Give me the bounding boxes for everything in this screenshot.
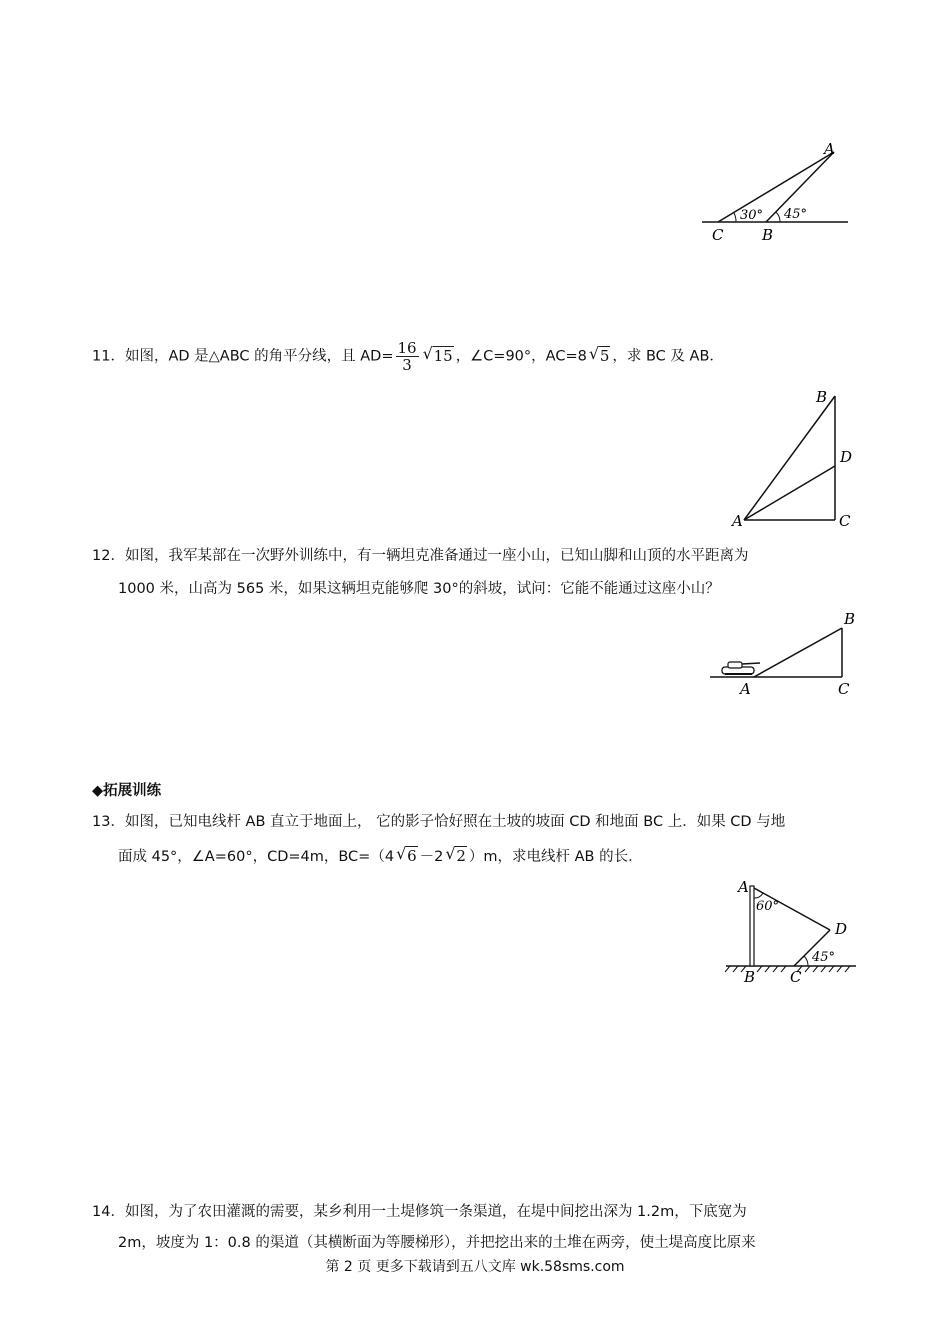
fig11-label-c: C (839, 512, 851, 530)
page-footer: 第 2 页 更多下载请到五八文库 wk.58sms.com (325, 1259, 625, 1275)
q14-line-1: 如图，为了农田灌溉的需要，某乡利用一土堤修筑一条渠道，在堤中间挖出深为 1.2m，下底宽为 (124, 1204, 747, 1220)
q11-text-3: ，求 BC 及 AB． (612, 348, 724, 365)
q11-sqrt-1: √ 15 (422, 343, 453, 365)
q13-line-2-c: ）m，求电线杆 AB 的长． (468, 849, 643, 865)
q13-line-2-a: 面成 45°，∠A=60°，CD=4m，BC=（4 (118, 849, 395, 865)
question-12-line-1 (92, 546, 748, 566)
fig13-angle-a: 60° (756, 899, 780, 914)
figure-q13 (722, 874, 862, 986)
fig11-label-a: A (732, 512, 743, 530)
fig12-label-c: C (838, 680, 850, 698)
fig13-label-b: B (744, 968, 756, 986)
figure-q10 (690, 140, 860, 250)
fig13-label-a: A (738, 878, 749, 896)
fig12-label-b: B (844, 610, 856, 628)
q13-line-2-b: －2 (419, 849, 444, 865)
question-12-line-2 (118, 579, 720, 599)
fig11-label-b: B (816, 388, 828, 406)
q13-sqrt-1: √ 6 (396, 844, 417, 865)
q11-text-2: ，∠C=90°，AC=8 (455, 348, 587, 365)
question-13-line-1 (92, 812, 785, 832)
fig13-label-c: C (790, 968, 802, 986)
question-13-line-2 (118, 846, 643, 867)
figure-q11 (728, 382, 858, 532)
q13-line-1: 如图，已知电线杆 AB 直立于地面上， 它的影子恰好照在土坡的坡面 CD 和地面 BC 上．如果 CD 与地 (124, 814, 786, 830)
fig10-label-c: C (712, 226, 724, 244)
q14-number: 14． (92, 1204, 125, 1220)
q14-line-2: 2m，坡度为 1：0.8 的渠道（其横断面为等腰梯形），并把挖出来的土堆在两旁，使土堤高度比原来 (118, 1235, 756, 1251)
q12-line-2: 1000 米，山高为 565 米，如果这辆坦克能够爬 30°的斜坡，试问：它能不能通过这座小山？ (118, 581, 720, 597)
q13-sqrt-1-arg: 6 (407, 847, 417, 865)
q13-sqrt-2: √ 2 (445, 844, 466, 865)
q11-text-1: 如图，AD 是△ABC 的角平分线，且 AD= (124, 348, 394, 365)
question-14-line-1 (92, 1202, 747, 1222)
q11-sqrt-2-arg: 5 (599, 346, 610, 365)
fig11-label-d: D (840, 448, 853, 466)
section-title: ◆拓展训练 (92, 783, 162, 799)
q12-line-1: 如图，我军某部在一次野外训练中，有一辆坦克准备通过一座小山，已知山脚和山顶的水平距离为 (124, 548, 749, 564)
fig10-label-b: B (762, 226, 774, 244)
fig12-label-a: A (740, 680, 751, 698)
q11-sqrt-1-arg: 15 (433, 346, 453, 365)
figure-q12 (704, 604, 864, 699)
fig10-angle-c: 30° (740, 208, 764, 223)
fig13-angle-c: 45° (812, 950, 836, 965)
q12-number: 12． (92, 548, 125, 564)
q11-fraction (396, 340, 419, 373)
tank-icon (722, 662, 760, 674)
q13-sqrt-2-arg: 2 (456, 847, 466, 865)
q11-sqrt-2: √ 5 (588, 343, 610, 365)
fig13-label-d: D (835, 920, 848, 938)
fig10-label-a: A (824, 140, 835, 158)
q11-frac-den: 3 (402, 356, 412, 374)
question-14-line-2 (118, 1233, 756, 1253)
question-11 (92, 340, 724, 373)
q11-frac-num: 16 (397, 339, 417, 357)
q13-number: 13． (92, 814, 125, 830)
fig10-angle-b: 45° (784, 207, 808, 222)
q11-number: 11． (92, 348, 125, 365)
